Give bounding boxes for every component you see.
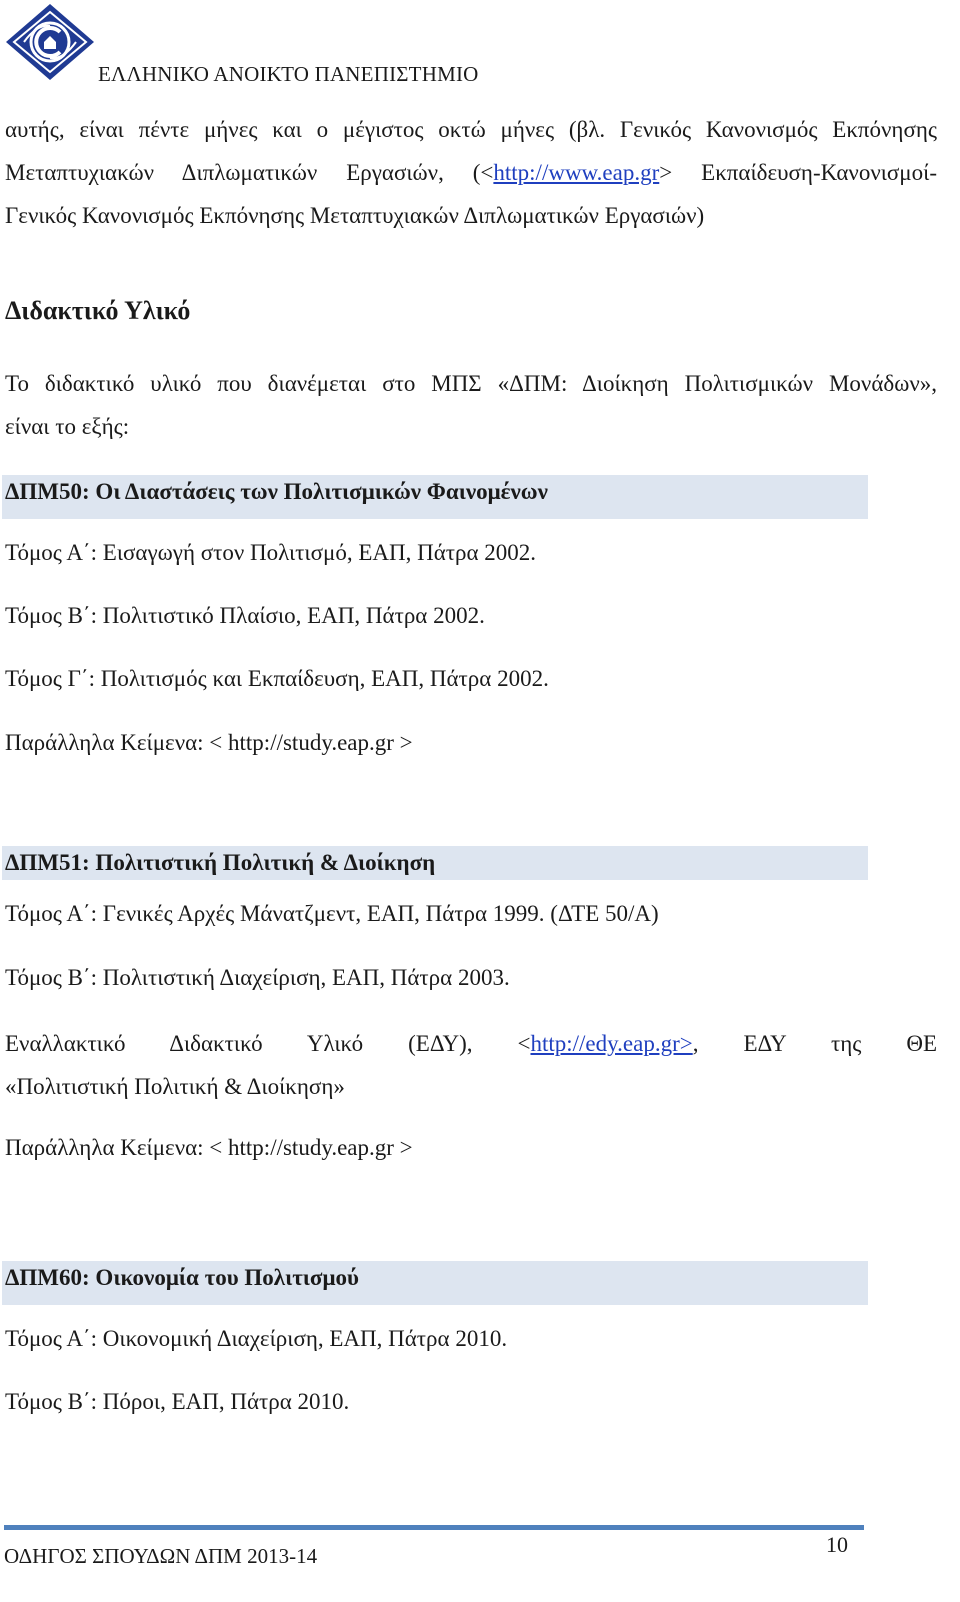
course-dpm51-item-2: Τόμος Β΄: Πολιτιστική Διαχείριση, ΕΑΠ, Πάτρα 2003. [5,965,510,990]
eap-logo-icon [4,2,96,82]
course-dpm51-alt-line-2: «Πολιτιστική Πολιτική & Διοίκηση» [5,1074,345,1099]
description-line-2: είναι το εξής: [5,414,130,439]
description-paragraph [5,362,937,448]
course-dpm60-title: ΔΠΜ60: Οικονομία του Πολιτισμού [2,1261,868,1305]
course-dpm51-parallel-texts: Παράλληλα Κείμενα: < http://study.eap.gr > [5,1135,413,1160]
footer-title: ΟΔΗΓΟΣ ΣΠΟΥΔΩΝ ΔΠΜ 2013-14 [4,1544,318,1568]
course-dpm60-item-2: Τόμος Β΄: Πόροι, ΕΑΠ, Πάτρα 2010. [5,1389,350,1414]
footer-divider [4,1525,864,1530]
course-dpm51-alt-material [5,1022,937,1108]
course-dpm50-item-1: Τόμος Α΄: Εισαγωγή στον Πολιτισμό, ΕΑΠ, Πάτρα 2002. [5,540,537,565]
intro-line-1: αυτής, είναι πέντε μήνες και ο μέγιστος οκτώ μήνες (βλ. Γενικός Κανονισμός Εκπόνησης [5,117,937,142]
intro-line-3: Γενικός Κανονισμός Εκπόνησης Μεταπτυχιακών Διπλωματικών Εργασιών) [5,203,705,228]
course-dpm60-item-1: Τόμος Α΄: Οικονομική Διαχείριση, ΕΑΠ, Πάτρα 2010. [5,1326,508,1351]
intro-line-2 [5,151,937,194]
edy-website-link[interactable]: http://edy.eap.gr> [530,1031,693,1056]
section-heading: Διδακτικό Υλικό [5,296,191,325]
course-dpm50-item-3: Τόμος Γ΄: Πολιτισμός και Εκπαίδευση, ΕΑΠ, Πάτρα 2002. [5,666,549,691]
eap-website-link[interactable]: http://www.eap.gr [493,160,660,185]
course-dpm50-item-2: Τόμος Β΄: Πολιτιστικό Πλαίσιο, ΕΑΠ, Πάτρα 2002. [5,603,485,628]
alt-line-1-post: , ΕΔΥ της ΘΕ [692,1031,937,1056]
intro-line-2-post: > Εκπαίδευση-Κανονισμοί- [659,160,937,185]
intro-line-2-pre: Μεταπτυχιακών Διπλωματικών Εργασιών, (< [5,160,494,185]
course-dpm51-alt-line-1 [5,1022,937,1065]
alt-line-1-pre: Εναλλακτικό Διδακτικό Υλικό (ΕΔΥ), < [5,1031,531,1056]
course-dpm50-title: ΔΠΜ50: Οι Διαστάσεις των Πολιτισμικών Φαινομένων [2,475,868,519]
page-number: 10 [826,1532,848,1557]
course-dpm51-title: ΔΠΜ51: Πολιτιστική Πολιτική & Διοίκηση [2,846,868,880]
course-dpm51-item-1: Τόμος Α΄: Γενικές Αρχές Μάνατζμεντ, ΕΑΠ, Πάτρα 1999. (ΔΤΕ 50/Α) [5,901,659,926]
course-dpm50-parallel-texts: Παράλληλα Κείμενα: < http://study.eap.gr > [5,730,413,755]
description-line-1: Το διδακτικό υλικό που διανέμεται στο ΜΠΣ «ΔΠΜ: Διοίκηση Πολιτισμικών Μονάδων», [5,371,937,396]
university-name: ΕΛΛΗΝΙΚΟ ΑΝΟΙΚΤΟ ΠΑΝΕΠΙΣΤΗΜΙΟ [98,62,479,86]
intro-paragraph [5,108,937,237]
